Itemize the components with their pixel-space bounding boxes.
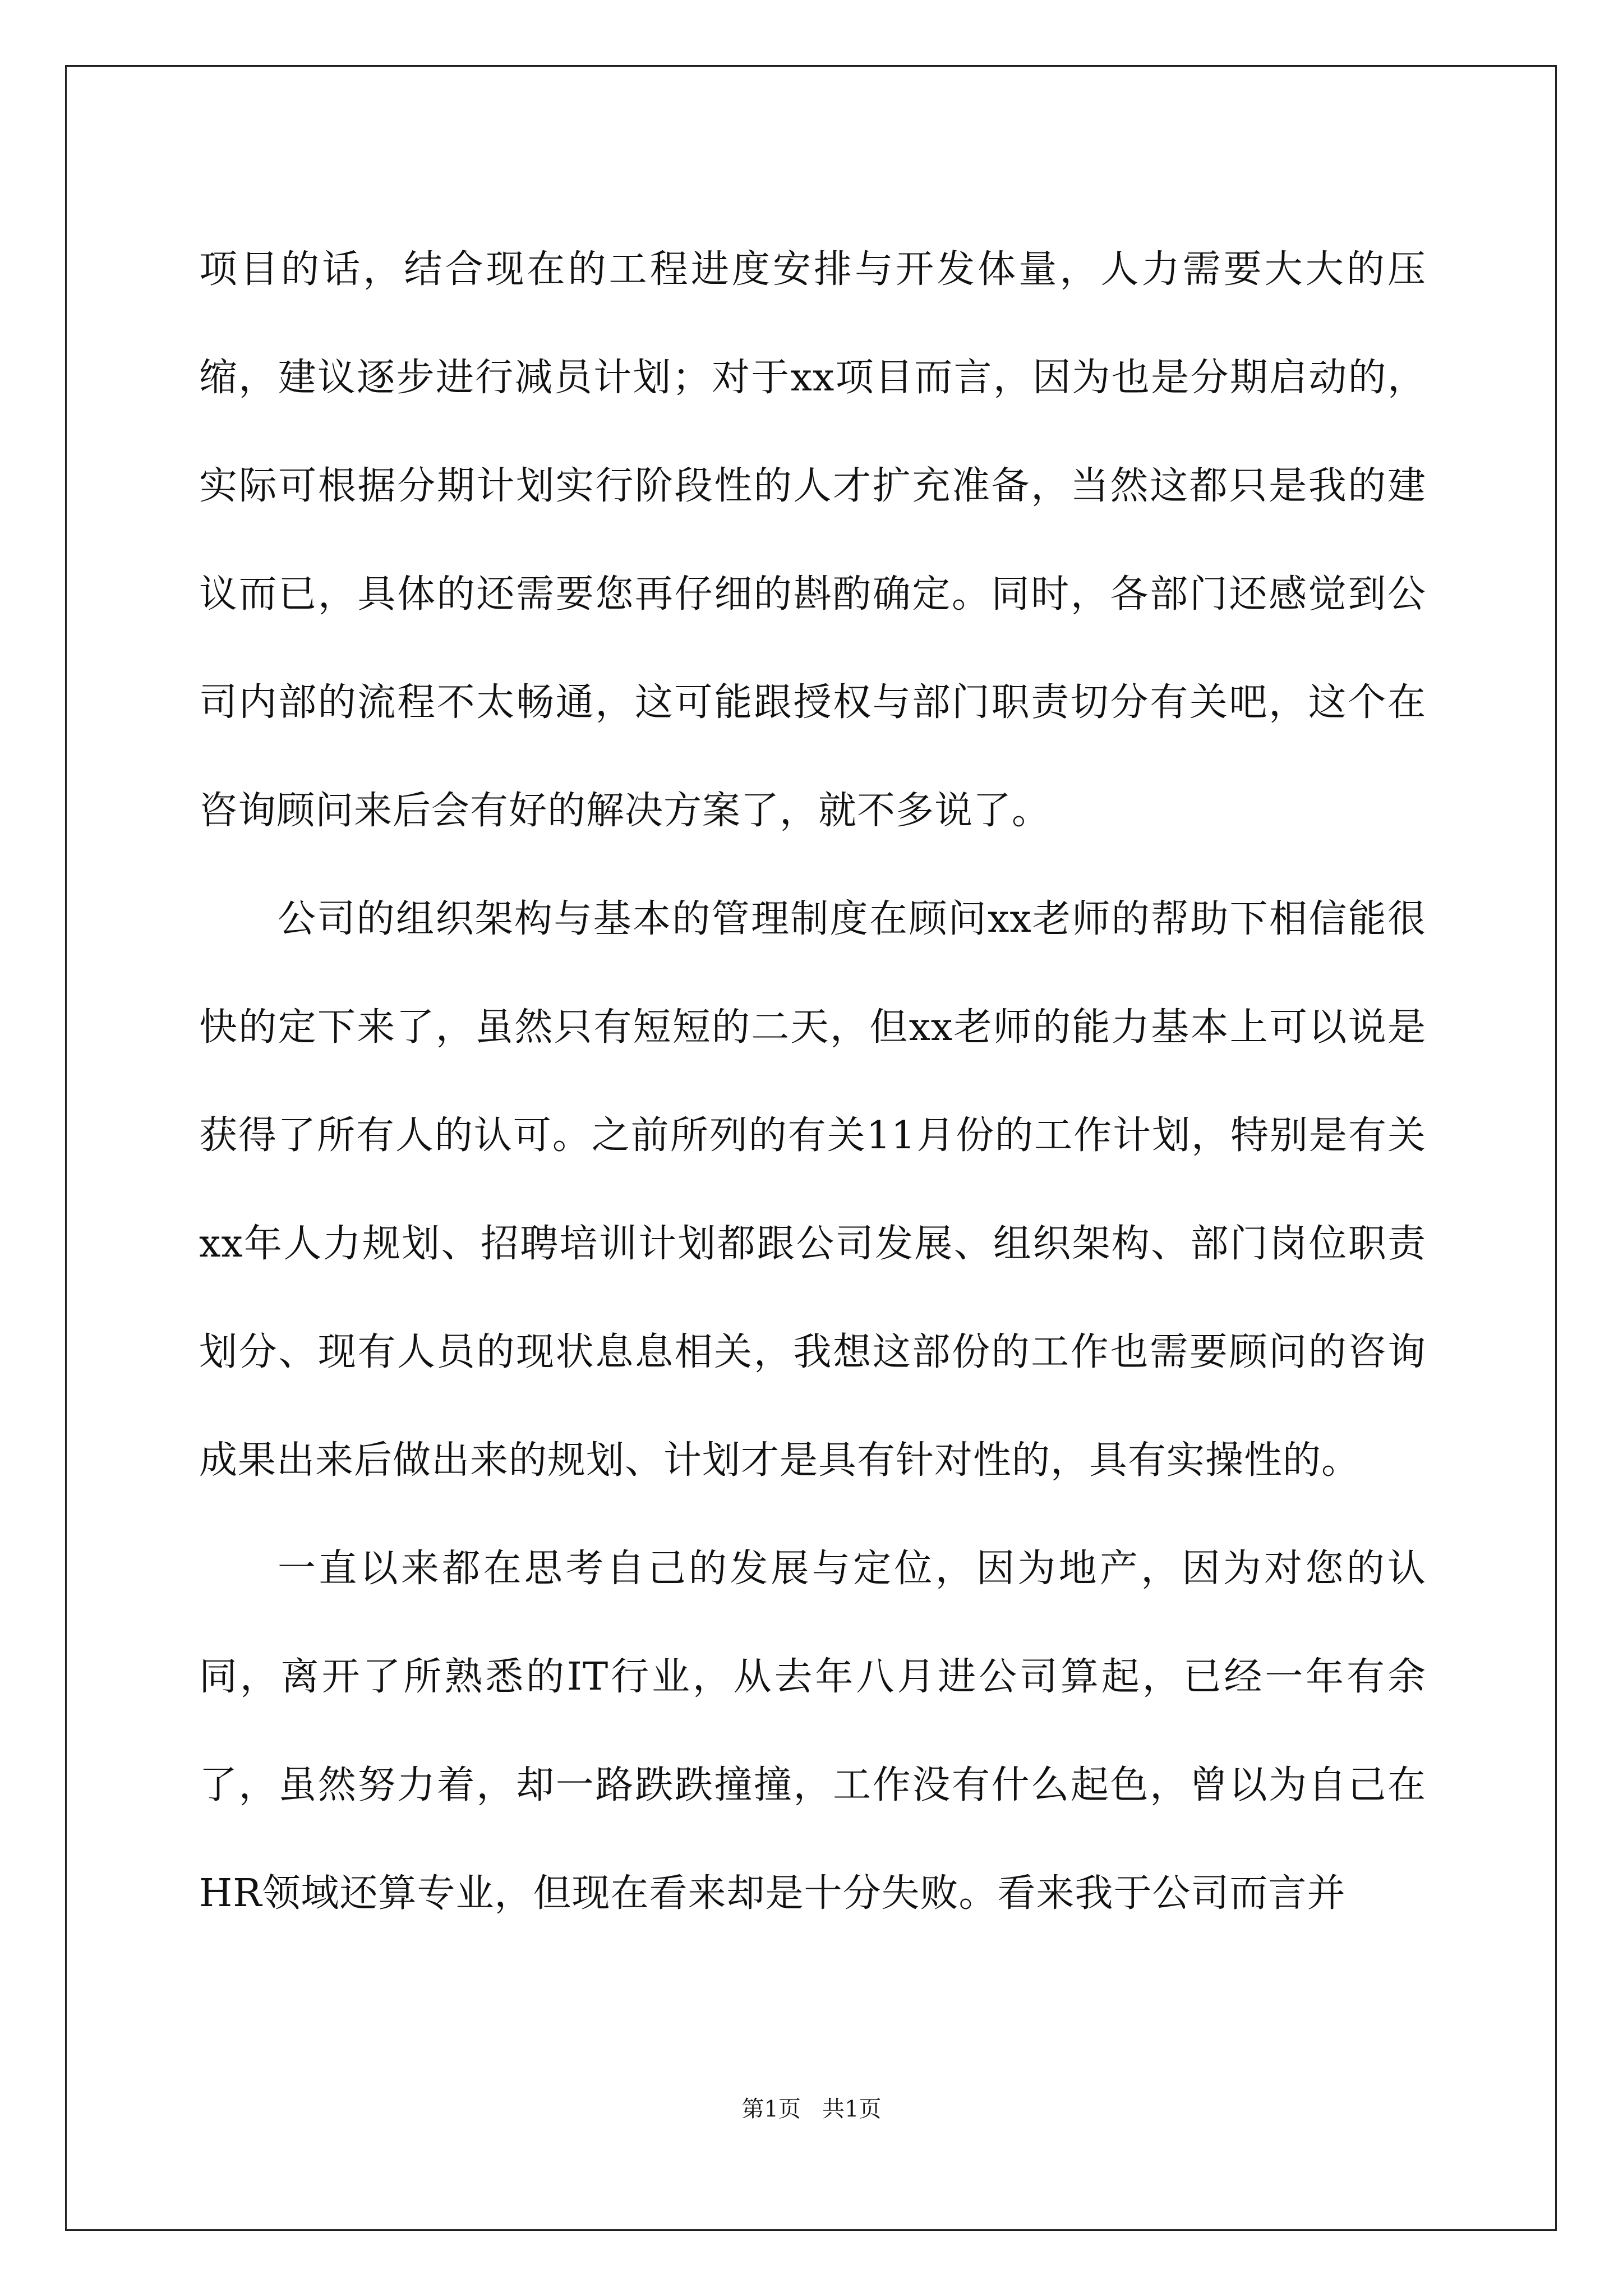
document-body bbox=[199, 215, 1426, 1948]
paragraph-3: 一直以来都在思考自己的发展与定位，因为地产，因为对您的认同，离开了所熟悉的IT行业，从去年八月进公司算起，已经一年有余了，虽然努力着，却一路跌跌撞撞，工作没有什么起色，曾以为自己在HR领域还算专业，但现在看来却是十分失败。看来我于公司而言并 bbox=[199, 1547, 1426, 1916]
paragraph-1: 项目的话，结合现在的工程进度安排与开发体量，人力需要大大的压缩，建议逐步进行减员计划；对于xx项目而言，因为也是分期启动的，实际可根据分期计划实行阶段性的人才扩充准备，当然这都只是我的建议而已，具体的还需要您再仔细的斟酌确定。同时，各部门还感觉到公司内部的流程不太畅通，这可能跟授权与部门职责切分有关吧，这个在咨询顾问来后会有好的解决方案了，就不多说了。 bbox=[199, 247, 1426, 833]
page-footer: 第1页 共1页 bbox=[741, 2096, 882, 2122]
paragraph-2: 公司的组织架构与基本的管理制度在顾问xx老师的帮助下相信能很快的定下来了，虽然只有短短的二天，但xx老师的能力基本上可以说是获得了所有人的认可。之前所列的有关11月份的工作计划，特别是有关xx年人力规划、招聘培训计划都跟公司发展、组织架构、部门岗位职责划分、现有人员的现状息息相关，我想这部份的工作也需要顾问的咨询成果出来后做出来的规划、计划才是具有针对性的，具有实操性的。 bbox=[199, 897, 1426, 1483]
